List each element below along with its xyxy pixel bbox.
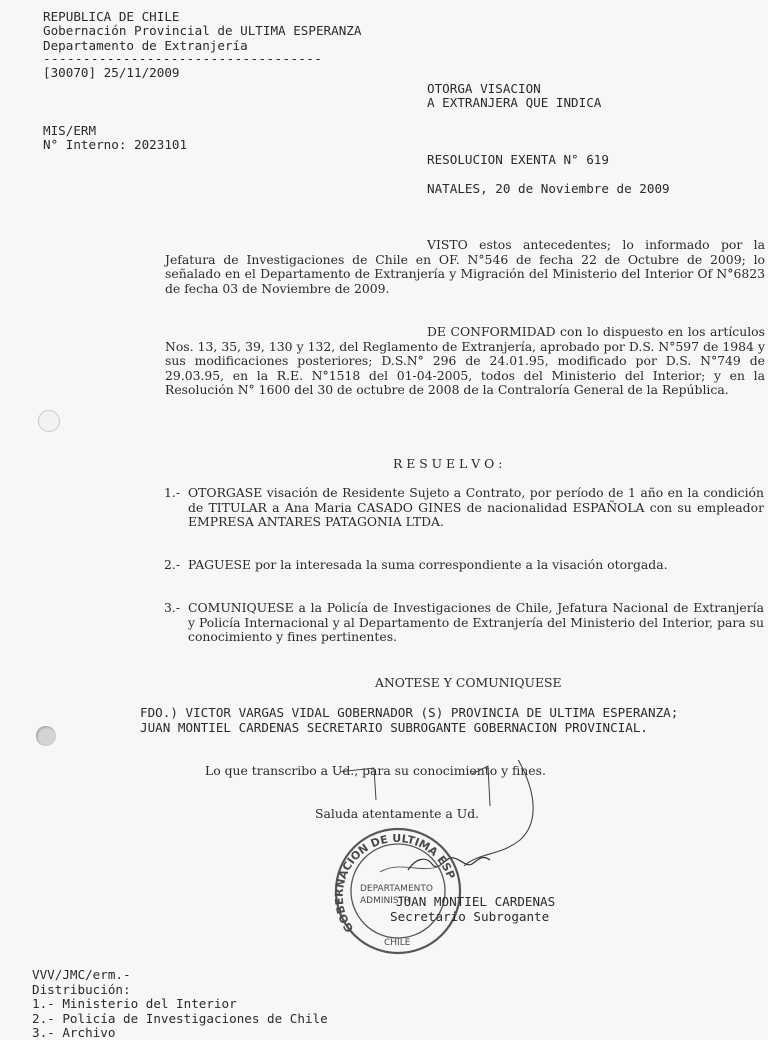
- stamp-inner-text-2: ADMINISTR: [360, 896, 411, 906]
- subject-line-2: A EXTRANJERA QUE INDICA: [427, 95, 602, 110]
- resolution-number: RESOLUCION EXENTA N° 619: [427, 152, 609, 167]
- author-initials: MIS/ERM: [43, 123, 97, 138]
- subject-line-1: OTORGA VISACION: [427, 81, 541, 96]
- resolution-item-3: [164, 600, 764, 645]
- item-text: COMUNIQUESE a la Policía de Investigaciones de Chile, Jefatura Nacional de Extranjería y Policía Internacional y al Departamento de Extranjería del Ministerio del Interior, para su conocimiento y fines pertinentes.: [188, 600, 764, 645]
- signer-title: Secretario Subrogante: [390, 909, 550, 924]
- conformidad-paragraph: [165, 325, 765, 398]
- item-text: OTORGASE visación de Residente Sujeto a Contrato, por período de 1 año en la condición de TITULAR a Ana Maria CASADO GINES de nacionalidad ESPAÑOLA con su empleador EMPRESA ANTARES PATAGONIA LTDA.: [188, 485, 764, 530]
- anotese-line: ANOTESE Y COMUNIQUESE: [375, 675, 562, 690]
- footer-initials: VVV/JMC/erm.-: [32, 967, 131, 982]
- fdo-line-2: JUAN MONTIEL CARDENAS SECRETARIO SUBROGANTE GOBERNACION PROVINCIAL.: [140, 720, 648, 735]
- item-text: PAGUESE por la interesada la suma correspondiente a la visación otorgada.: [188, 557, 668, 572]
- stamp-bottom-text: CHILE: [384, 938, 411, 948]
- header-reference: [30070] 25/11/2009: [43, 65, 180, 80]
- place-and-date: NATALES, 20 de Noviembre de 2009: [427, 181, 670, 196]
- visto-text: VISTO estos antecedentes; lo informado por la Jefatura de Investigaciones de Chile en OF. N°546 de fecha 22 de Octubre de 2009; lo señalado en el Departamento de Extranjería y Migración del Ministerio del Interior Of N°6823 de fecha 03 de Noviembre de 2009.: [165, 237, 765, 296]
- header-rule: -----------------------------------: [43, 51, 323, 66]
- fdo-line-1: FDO.) VICTOR VARGAS VIDAL GOBERNADOR (S) PROVINCIA DE ULTIMA ESPERANZA;: [140, 705, 679, 720]
- item-number: 2.-: [164, 557, 181, 572]
- header-department: Departamento de Extranjería: [43, 38, 248, 53]
- punch-hole: [38, 410, 60, 432]
- saluda-line: Saluda atentamente a Ud.: [315, 806, 480, 821]
- resolution-item-1: [164, 485, 764, 530]
- header-country: REPUBLICA DE CHILE: [43, 9, 180, 24]
- official-stamp: [330, 825, 470, 960]
- item-number: 3.-: [164, 600, 181, 615]
- distribution-item: 2.- Policía de Investigaciones de Chile: [32, 1011, 328, 1026]
- internal-number: N° Interno: 2023101: [43, 137, 188, 152]
- stamp-outer-text: GOBERNACION DE ULTIMA ESP: [332, 832, 458, 935]
- distribution-label: Distribución:: [32, 982, 131, 997]
- header-office: Gobernación Provincial de ULTIMA ESPERANZA: [43, 23, 362, 38]
- punch-hole: [36, 726, 56, 746]
- resolution-item-2: [164, 557, 764, 573]
- resuelvo-heading: R E S U E L V O :: [393, 456, 503, 471]
- visto-paragraph: [165, 238, 765, 296]
- signer-name: JUAN MONTIEL CARDENAS: [396, 894, 556, 909]
- stamp-inner-text-1: DEPARTAMENTO: [360, 884, 433, 894]
- item-number: 1.-: [164, 485, 181, 500]
- conformidad-text: DE CONFORMIDAD con lo dispuesto en los artículos Nos. 13, 35, 39, 130 y 132, del Reglamento de Extranjería, aprobado por D.S. N°597 de 1984 y sus modificaciones posteriores; D.S.N° 296 de 24.01.95, modificado por D.S. N°749 de 29.03.95, en la R.E. N°1518 del 01-04-2005, todos del Ministerio del Interior; y en la Resolución N° 1600 del 30 de octubre de 2008 de la Contraloría General de la República.: [165, 324, 765, 398]
- transcribo-line: Lo que transcribo a Ud., para su conocimiento y fines.: [205, 763, 546, 778]
- distribution-item: 1.- Ministerio del Interior: [32, 996, 237, 1011]
- distribution-item: 3.- Archivo: [32, 1025, 116, 1040]
